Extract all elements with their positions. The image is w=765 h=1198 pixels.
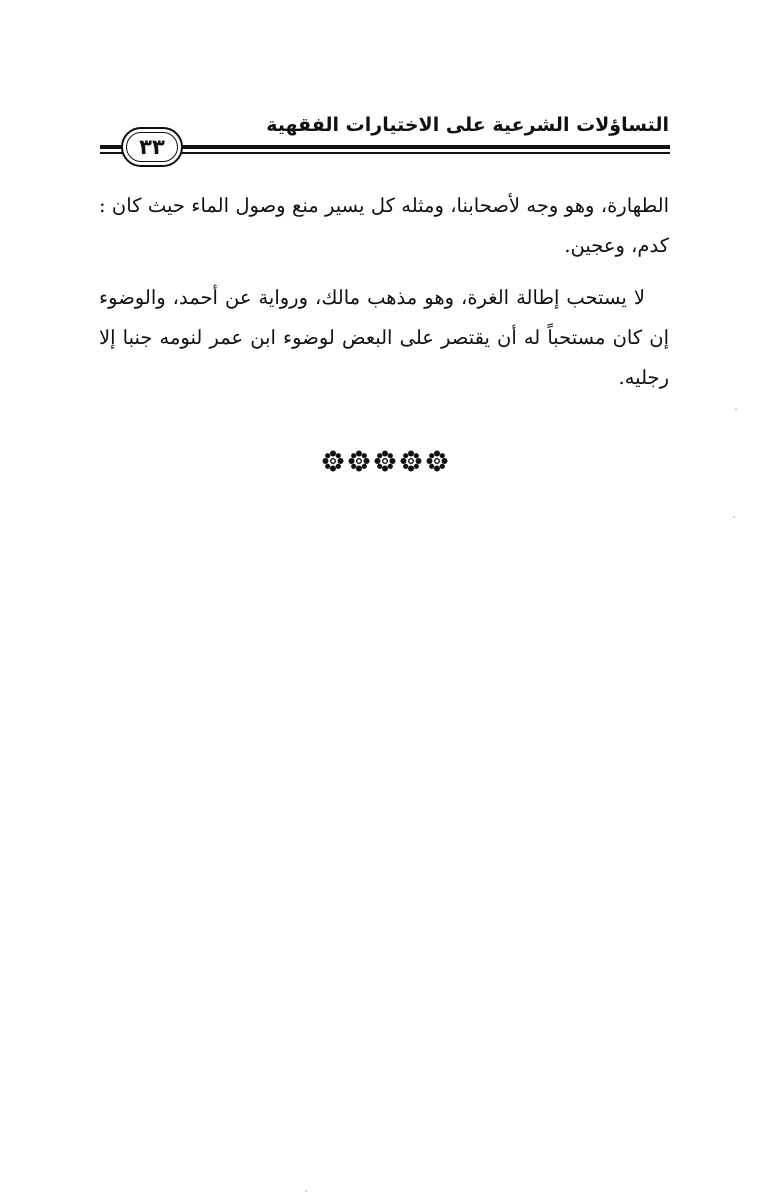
header-rule-thin [100,152,670,154]
page-number-badge [121,127,183,167]
paragraph: لا يستحب إطالة الغرة، وهو مذهب مالك، ورواية عن أحمد، والوضوء إن كان مستحباً له أن يقتصر على البعض لوضوء ابن عمر لنومه جنبا إلا رجليه. [99,286,669,389]
scan-speck [305,1190,307,1192]
floral-ornament-icon [374,450,396,472]
paragraph: الطهارة، وهو وجه لأصحابنا، ومثله كل يسير منع وصول الماء حيث كان : كدم، وعجين. [99,194,669,257]
body-text [99,186,669,398]
page-number: ٣٣ [126,132,178,162]
floral-ornament-icon [426,450,448,472]
floral-ornament-icon [348,450,370,472]
scan-speck [733,516,735,518]
scan-speck [735,408,737,410]
floral-ornament-icon [400,450,422,472]
header-rule-thick [100,145,670,149]
floral-ornament-icon [322,450,344,472]
running-title: التساؤلات الشرعية على الاختيارات الفقهية [266,114,669,136]
section-divider-ornaments [322,450,448,472]
